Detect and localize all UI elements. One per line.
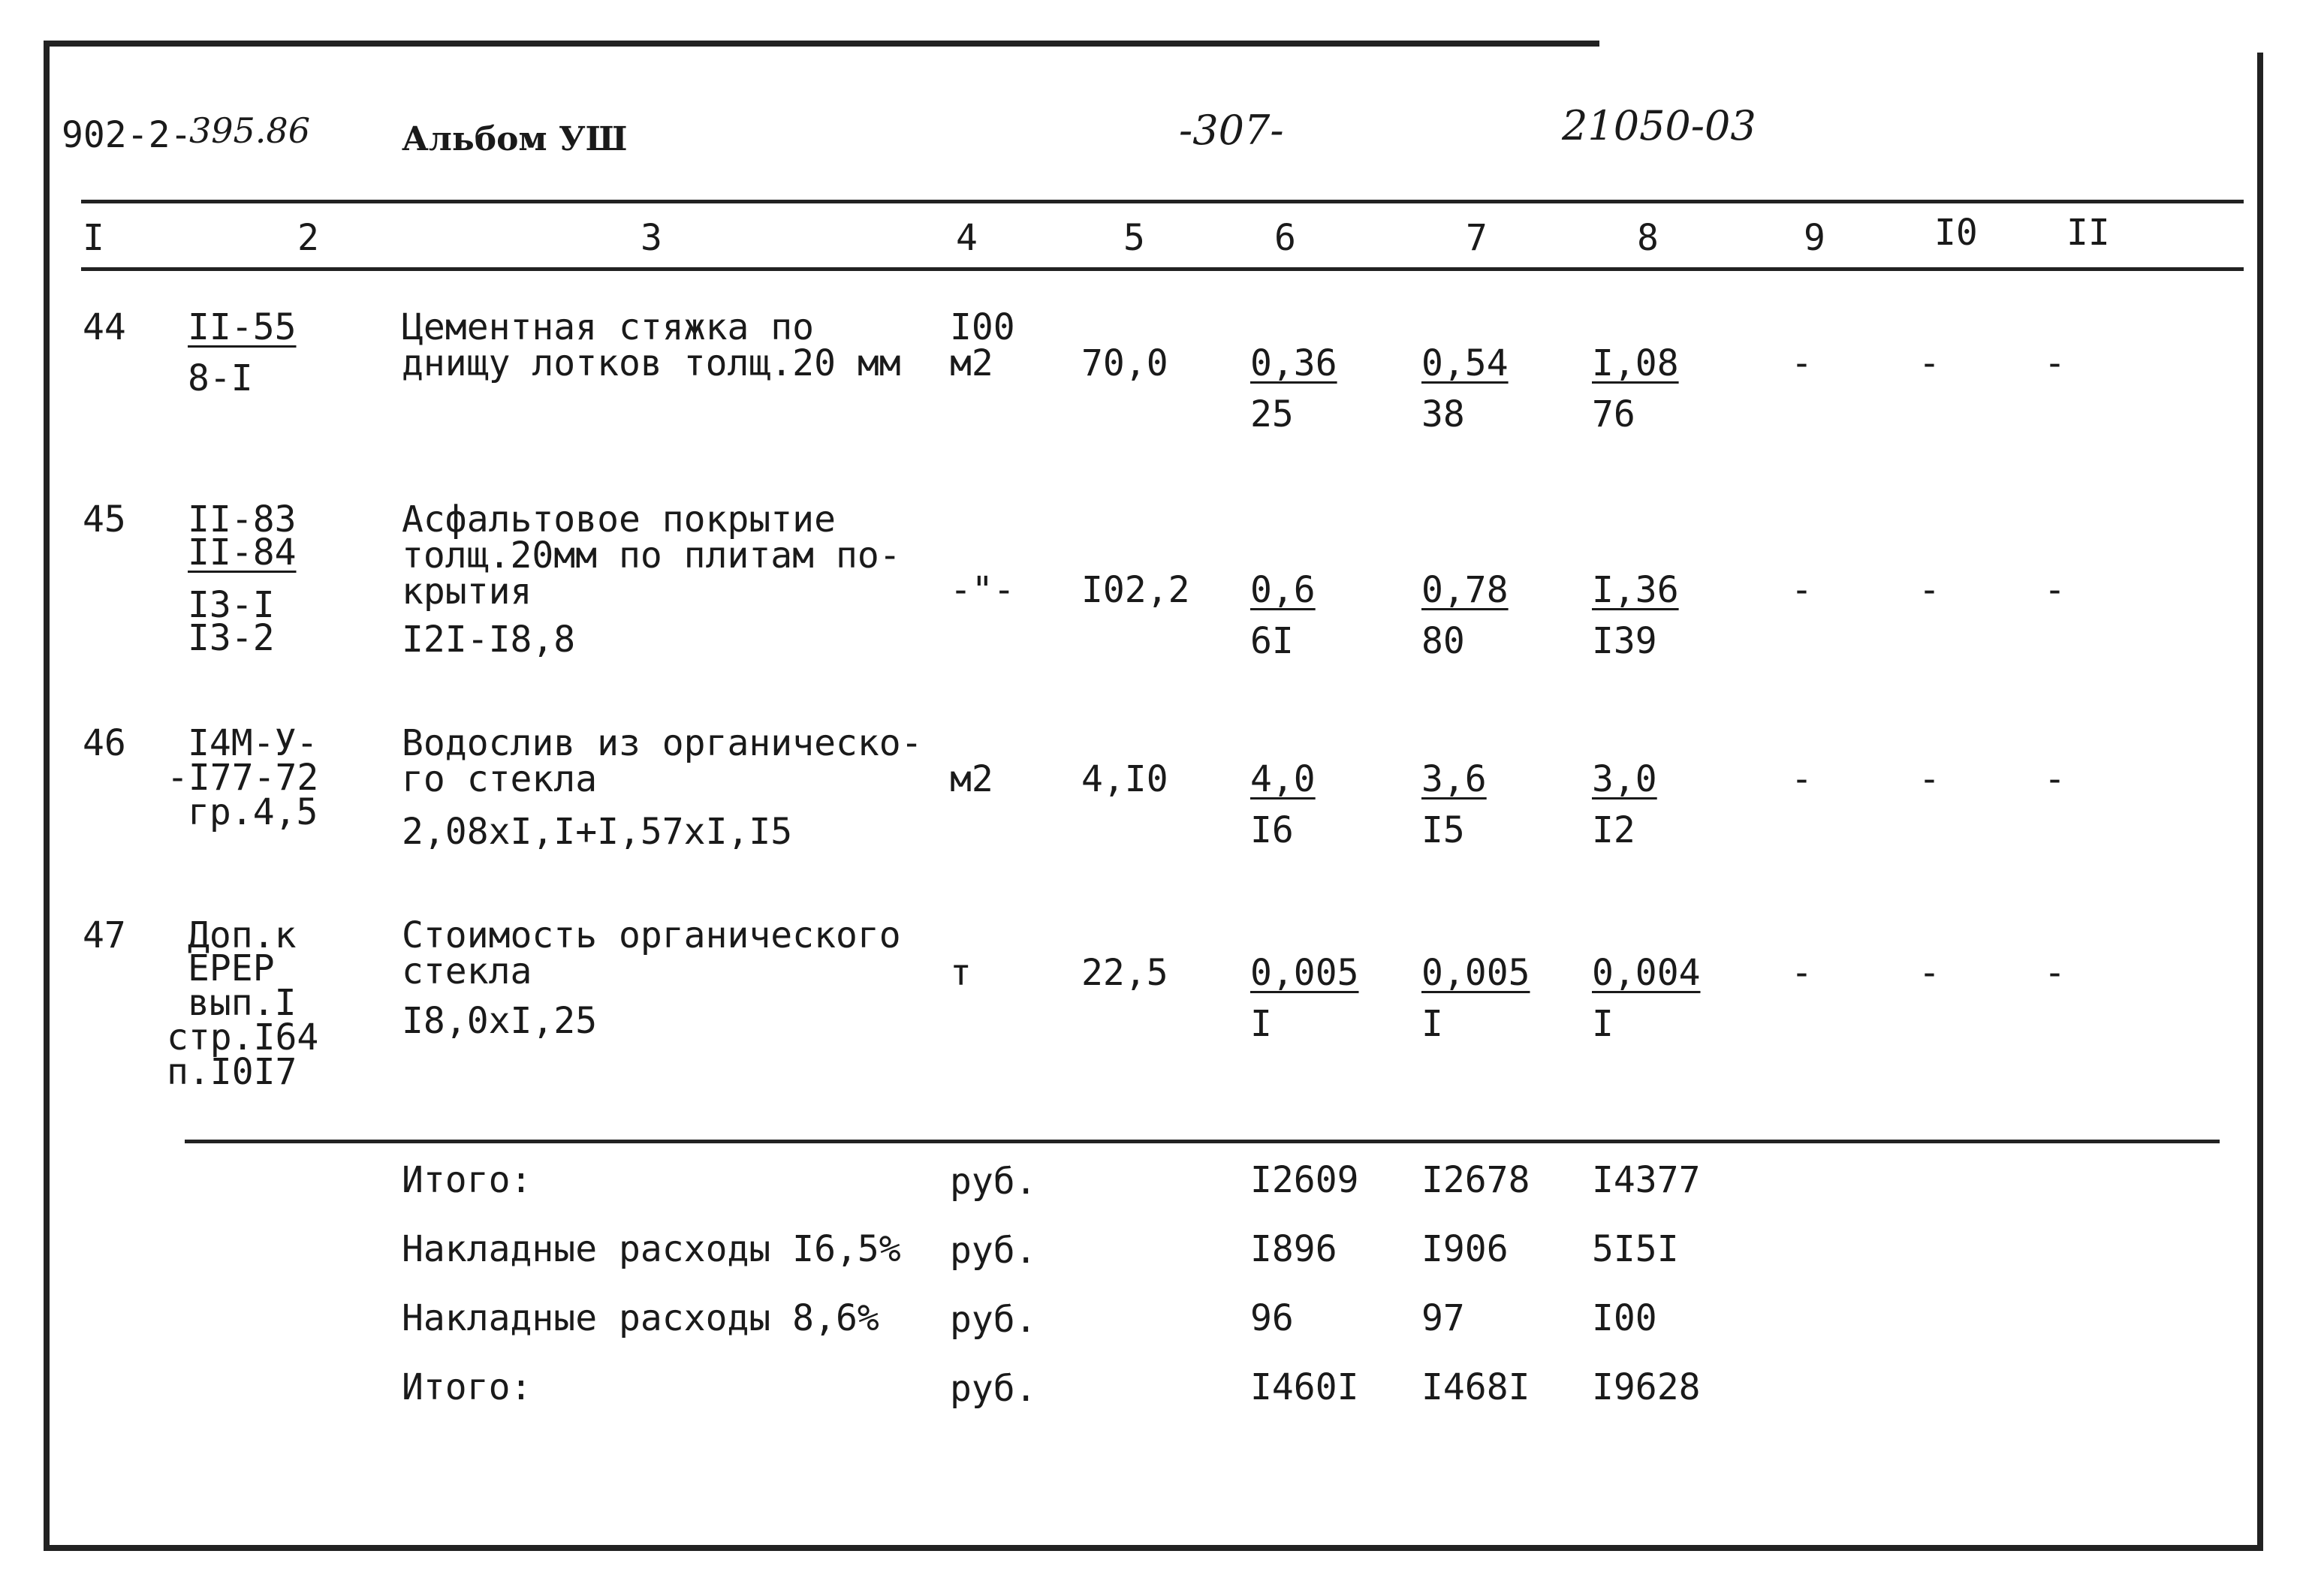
norm-code: II-84 [188, 531, 297, 574]
column-number: 4 [956, 217, 978, 259]
doc-code-handwritten: 395.86 [189, 110, 310, 151]
quantity: 22,5 [1081, 952, 1168, 994]
cost-col8-denominator: 76 [1592, 393, 1635, 435]
cost-col8-denominator: I39 [1592, 620, 1657, 662]
cost-col7-denominator: I [1421, 1003, 1443, 1045]
cost-col8-denominator: I [1592, 1003, 1614, 1045]
column-number: 6 [1274, 217, 1296, 259]
cost-col6-denominator: 25 [1250, 393, 1294, 435]
totals-col6: 96 [1250, 1297, 1294, 1339]
totals-label: Итого: [402, 1366, 532, 1408]
row-number: 44 [83, 306, 126, 348]
cost-col9: - [1791, 952, 1813, 994]
norm-code: II-83 [188, 498, 297, 541]
cost-col7-numerator: 0,78 [1421, 569, 1509, 611]
column-number: 2 [297, 217, 319, 259]
norm-code: Доп.к [188, 914, 297, 956]
column-number: I [83, 217, 104, 259]
column-number: I0 [1934, 212, 1978, 254]
work-description: Стоимость органического [402, 914, 901, 956]
work-description: 2,08хI,I+I,57хI,I5 [402, 811, 793, 853]
totals-unit: руб. [950, 1299, 1037, 1341]
work-description: го стекла [402, 758, 598, 800]
totals-col8: I4377 [1592, 1159, 1701, 1201]
cost-col11: - [2044, 569, 2066, 611]
cost-col6-numerator: 0,005 [1250, 952, 1359, 994]
cost-col10: - [1919, 342, 1940, 384]
work-description: Асфальтовое покрытие [402, 498, 836, 541]
norm-code: стр.I64 [167, 1016, 319, 1058]
totals-col6: I896 [1250, 1228, 1337, 1270]
cost-col6-denominator: I [1250, 1003, 1272, 1045]
doc-code-prefix: 902-2- [62, 114, 192, 156]
cost-col7-numerator: 0,005 [1421, 952, 1530, 994]
cost-col7-denominator: 80 [1421, 620, 1465, 662]
cost-col6-denominator: I6 [1250, 809, 1294, 851]
totals-col7: I468I [1421, 1366, 1530, 1408]
row-number: 45 [83, 498, 126, 541]
cost-col9: - [1791, 569, 1813, 611]
column-number: 9 [1804, 217, 1825, 259]
work-description: Цементная стяжка по [402, 306, 815, 348]
quantity: I02,2 [1081, 569, 1190, 611]
cost-col10: - [1919, 569, 1940, 611]
norm-code: гр.4,5 [188, 791, 318, 833]
header-rule-bottom [81, 267, 2244, 271]
cost-col8-numerator: 0,004 [1592, 952, 1701, 994]
norm-code: 8-I [188, 357, 253, 399]
work-description: стекла [402, 950, 532, 992]
frame-left-border [44, 41, 50, 1551]
column-number: II [2066, 212, 2110, 254]
unit: м2 [950, 758, 993, 800]
cost-col9: - [1791, 758, 1813, 800]
unit: м2 [950, 342, 993, 384]
totals-col7: I2678 [1421, 1159, 1530, 1201]
frame-bottom-border [44, 1545, 2263, 1551]
page-number: -307- [1179, 107, 1284, 154]
cost-col8-numerator: I,08 [1592, 342, 1679, 384]
cost-col6-numerator: 0,6 [1250, 569, 1316, 611]
norm-code: I3-2 [188, 617, 275, 659]
totals-rule [185, 1140, 2220, 1143]
totals-label: Итого: [402, 1159, 532, 1201]
totals-col7: I906 [1421, 1228, 1509, 1270]
cost-col11: - [2044, 758, 2066, 800]
norm-code: вып.I [188, 982, 297, 1024]
cost-col7-denominator: 38 [1421, 393, 1465, 435]
totals-col6: I460I [1250, 1366, 1359, 1408]
norm-code: I3-I [188, 584, 275, 626]
norm-code: ЕРЕР [188, 947, 275, 989]
frame-right-border [2257, 53, 2263, 1551]
column-number: 7 [1466, 217, 1488, 259]
totals-col7: 97 [1421, 1297, 1465, 1339]
cost-col9: - [1791, 342, 1813, 384]
quantity: 4,I0 [1081, 758, 1168, 800]
totals-unit: руб. [950, 1161, 1037, 1203]
cost-col8-denominator: I2 [1592, 809, 1635, 851]
cost-col6-numerator: 0,36 [1250, 342, 1337, 384]
cost-col11: - [2044, 952, 2066, 994]
project-number: 21050-03 [1562, 102, 1756, 149]
work-description: толщ.20мм по плитам по- [402, 535, 901, 577]
totals-col8: 5I5I [1592, 1228, 1679, 1270]
header-rule-top [81, 200, 2244, 203]
cost-col7-numerator: 3,6 [1421, 758, 1487, 800]
work-description: Водослив из органическо- [402, 722, 923, 764]
totals-col8: I00 [1592, 1297, 1657, 1339]
cost-col11: - [2044, 342, 2066, 384]
work-description: днищу лотков толщ.20 мм [402, 342, 901, 384]
unit: -"- [950, 569, 1015, 611]
column-number: 3 [641, 217, 662, 259]
unit: т [950, 952, 972, 994]
row-number: 47 [83, 914, 126, 956]
cost-col8-numerator: I,36 [1592, 569, 1679, 611]
norm-code: II-55 [188, 306, 297, 348]
norm-code: I4М-У- [188, 722, 318, 764]
unit: I00 [950, 306, 1015, 348]
album-title: Альбом УШ [402, 120, 628, 158]
totals-col6: I2609 [1250, 1159, 1359, 1201]
frame-top-border [44, 41, 1599, 47]
cost-col10: - [1919, 952, 1940, 994]
work-description: крытия [402, 571, 532, 613]
norm-code: п.I0I7 [167, 1051, 297, 1093]
cost-col10: - [1919, 758, 1940, 800]
row-number: 46 [83, 722, 126, 764]
cost-col7-numerator: 0,54 [1421, 342, 1509, 384]
totals-label: Накладные расходы I6,5% [402, 1228, 901, 1270]
cost-col6-denominator: 6I [1250, 620, 1294, 662]
work-description: I2I-I8,8 [402, 619, 576, 661]
cost-col6-numerator: 4,0 [1250, 758, 1316, 800]
column-number: 8 [1637, 217, 1659, 259]
totals-label: Накладные расходы 8,6% [402, 1297, 879, 1339]
cost-col7-denominator: I5 [1421, 809, 1465, 851]
work-description: I8,0хI,25 [402, 1000, 598, 1042]
column-number: 5 [1123, 217, 1145, 259]
totals-unit: руб. [950, 1368, 1037, 1410]
cost-col8-numerator: 3,0 [1592, 758, 1657, 800]
norm-code: -I77-72 [167, 757, 319, 799]
quantity: 70,0 [1081, 342, 1168, 384]
totals-unit: руб. [950, 1230, 1037, 1272]
totals-col8: I9628 [1592, 1366, 1701, 1408]
